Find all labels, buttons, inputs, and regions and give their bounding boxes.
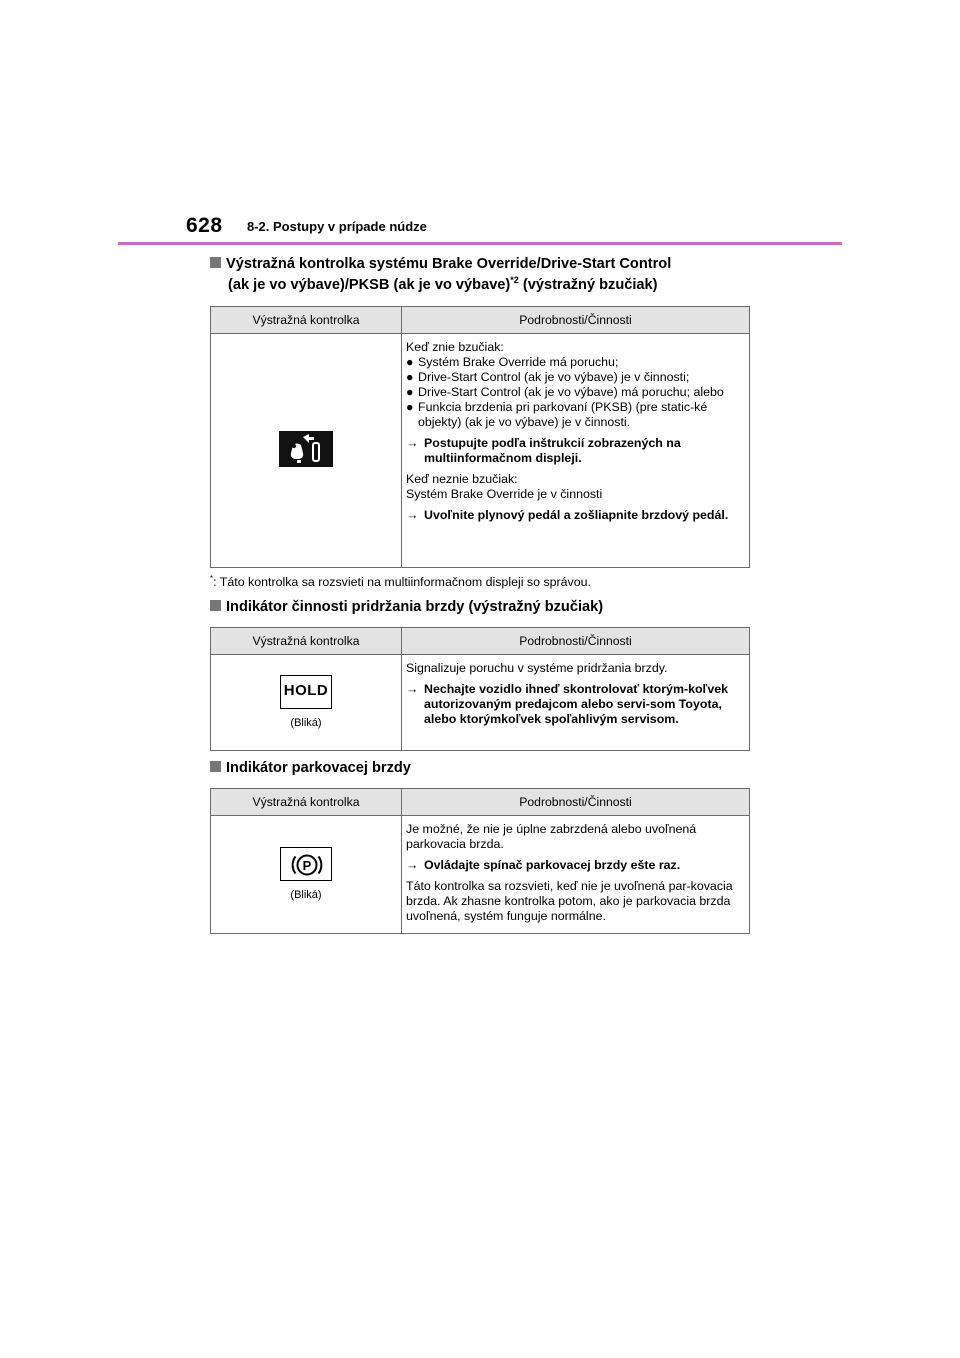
hold-icon: HOLD (280, 675, 332, 709)
icon-cell (211, 816, 402, 934)
icon-cell (211, 334, 402, 568)
header-divider (118, 242, 842, 245)
footnote: *: Táto kontrolka sa rozsvieti na multiinformačnom displeji so správou. (210, 574, 591, 589)
list-item: ● Systém Brake Override má poruchu; (406, 355, 619, 369)
square-bullet-icon (210, 761, 221, 772)
square-bullet-icon (210, 600, 221, 611)
action-text: → Nechajte vozidlo ihneď skontrolovať ktorým-koľvek autorizovaným predajcom alebo servi-som Toyota, alebo ktorýmkoľvek spoľahlivým servisom. (406, 682, 728, 726)
square-bullet-icon (210, 257, 221, 268)
section-heading-parking-brake: Indikátor parkovacej brzdy (210, 758, 411, 779)
detail-text: Táto kontrolka sa rozsvieti, keď nie je uvoľnená par-kovacia brzda. Ak zhasne kontrolka potom, ako je parkovacia brzda uvoľnená, systém funguje normálne. (406, 879, 733, 923)
action-text: → Uvoľnite plynový pedál a zošliapnite brzdový pedál. (406, 508, 729, 522)
details-cell (402, 816, 750, 934)
intro-text: Keď znie bzučiak: (406, 340, 504, 354)
parking-brake-icon (280, 847, 332, 881)
arrow-right-icon: → (406, 858, 419, 872)
arrow-right-icon: → (406, 508, 419, 522)
svg-text:P: P (302, 857, 312, 873)
column-header-warning-light: Výstražná kontrolka (211, 307, 402, 334)
blink-caption: (Bliká) (290, 716, 322, 729)
list-item: ● Drive-Start Control (ak je vo výbave) je v činnosti; (406, 370, 690, 384)
warning-table-parking-brake (210, 788, 750, 934)
action-text: → Ovládajte spínač parkovacej brzdy ešte raz. (406, 858, 681, 872)
section-heading-brake-hold: Indikátor činnosti pridržania brzdy (výstražný bzučiak) (210, 597, 603, 618)
details-cell (402, 334, 750, 568)
detail-text: Je možné, že nie je úplne zabrzdená alebo uvoľnená parkovacia brzda. (406, 822, 697, 851)
section-heading-brake-override: Výstražná kontrolka systému Brake Override/Drive-Start Control (ak je vo výbave)/PKSB (ak je vo výbave)$^{*2}$ (výstražný bzučiak) (210, 254, 671, 296)
warning-table-brake-override (210, 306, 750, 568)
arrow-right-icon: → (406, 436, 419, 450)
arrow-right-icon: → (406, 682, 419, 696)
brake-override-warning-icon (279, 431, 333, 467)
action-text: → Postupujte podľa inštrukcií zobrazených na multiinformačnom displeji. (406, 436, 681, 465)
column-header-details: Podrobnosti/Činnosti (402, 789, 750, 816)
column-header-details: Podrobnosti/Činnosti (402, 307, 750, 334)
chapter-title: 8-2. Postupy v prípade núdze (247, 219, 427, 234)
detail-text: Signalizuje poruchu v systéme pridržania brzdy. (406, 661, 668, 675)
details-cell (402, 655, 750, 751)
column-header-warning-light: Výstražná kontrolka (211, 628, 402, 655)
warning-table-brake-hold (210, 627, 750, 751)
list-item: ● Funkcia brzdenia pri parkovaní (PKSB) (pre static-ké objekty) (ak je vo výbave) je v činnosti. (406, 400, 708, 429)
icon-cell (211, 655, 402, 751)
column-header-warning-light: Výstražná kontrolka (211, 789, 402, 816)
list-item: ● Drive-Start Control (ak je vo výbave) má poruchu; alebo (406, 385, 724, 399)
blink-caption: (Bliká) (290, 888, 322, 901)
detail-text: Systém Brake Override je v činnosti (406, 487, 603, 501)
column-header-details: Podrobnosti/Činnosti (402, 628, 750, 655)
page-number: 628 (186, 214, 223, 237)
intro-text: Keď neznie bzučiak: (406, 472, 518, 486)
